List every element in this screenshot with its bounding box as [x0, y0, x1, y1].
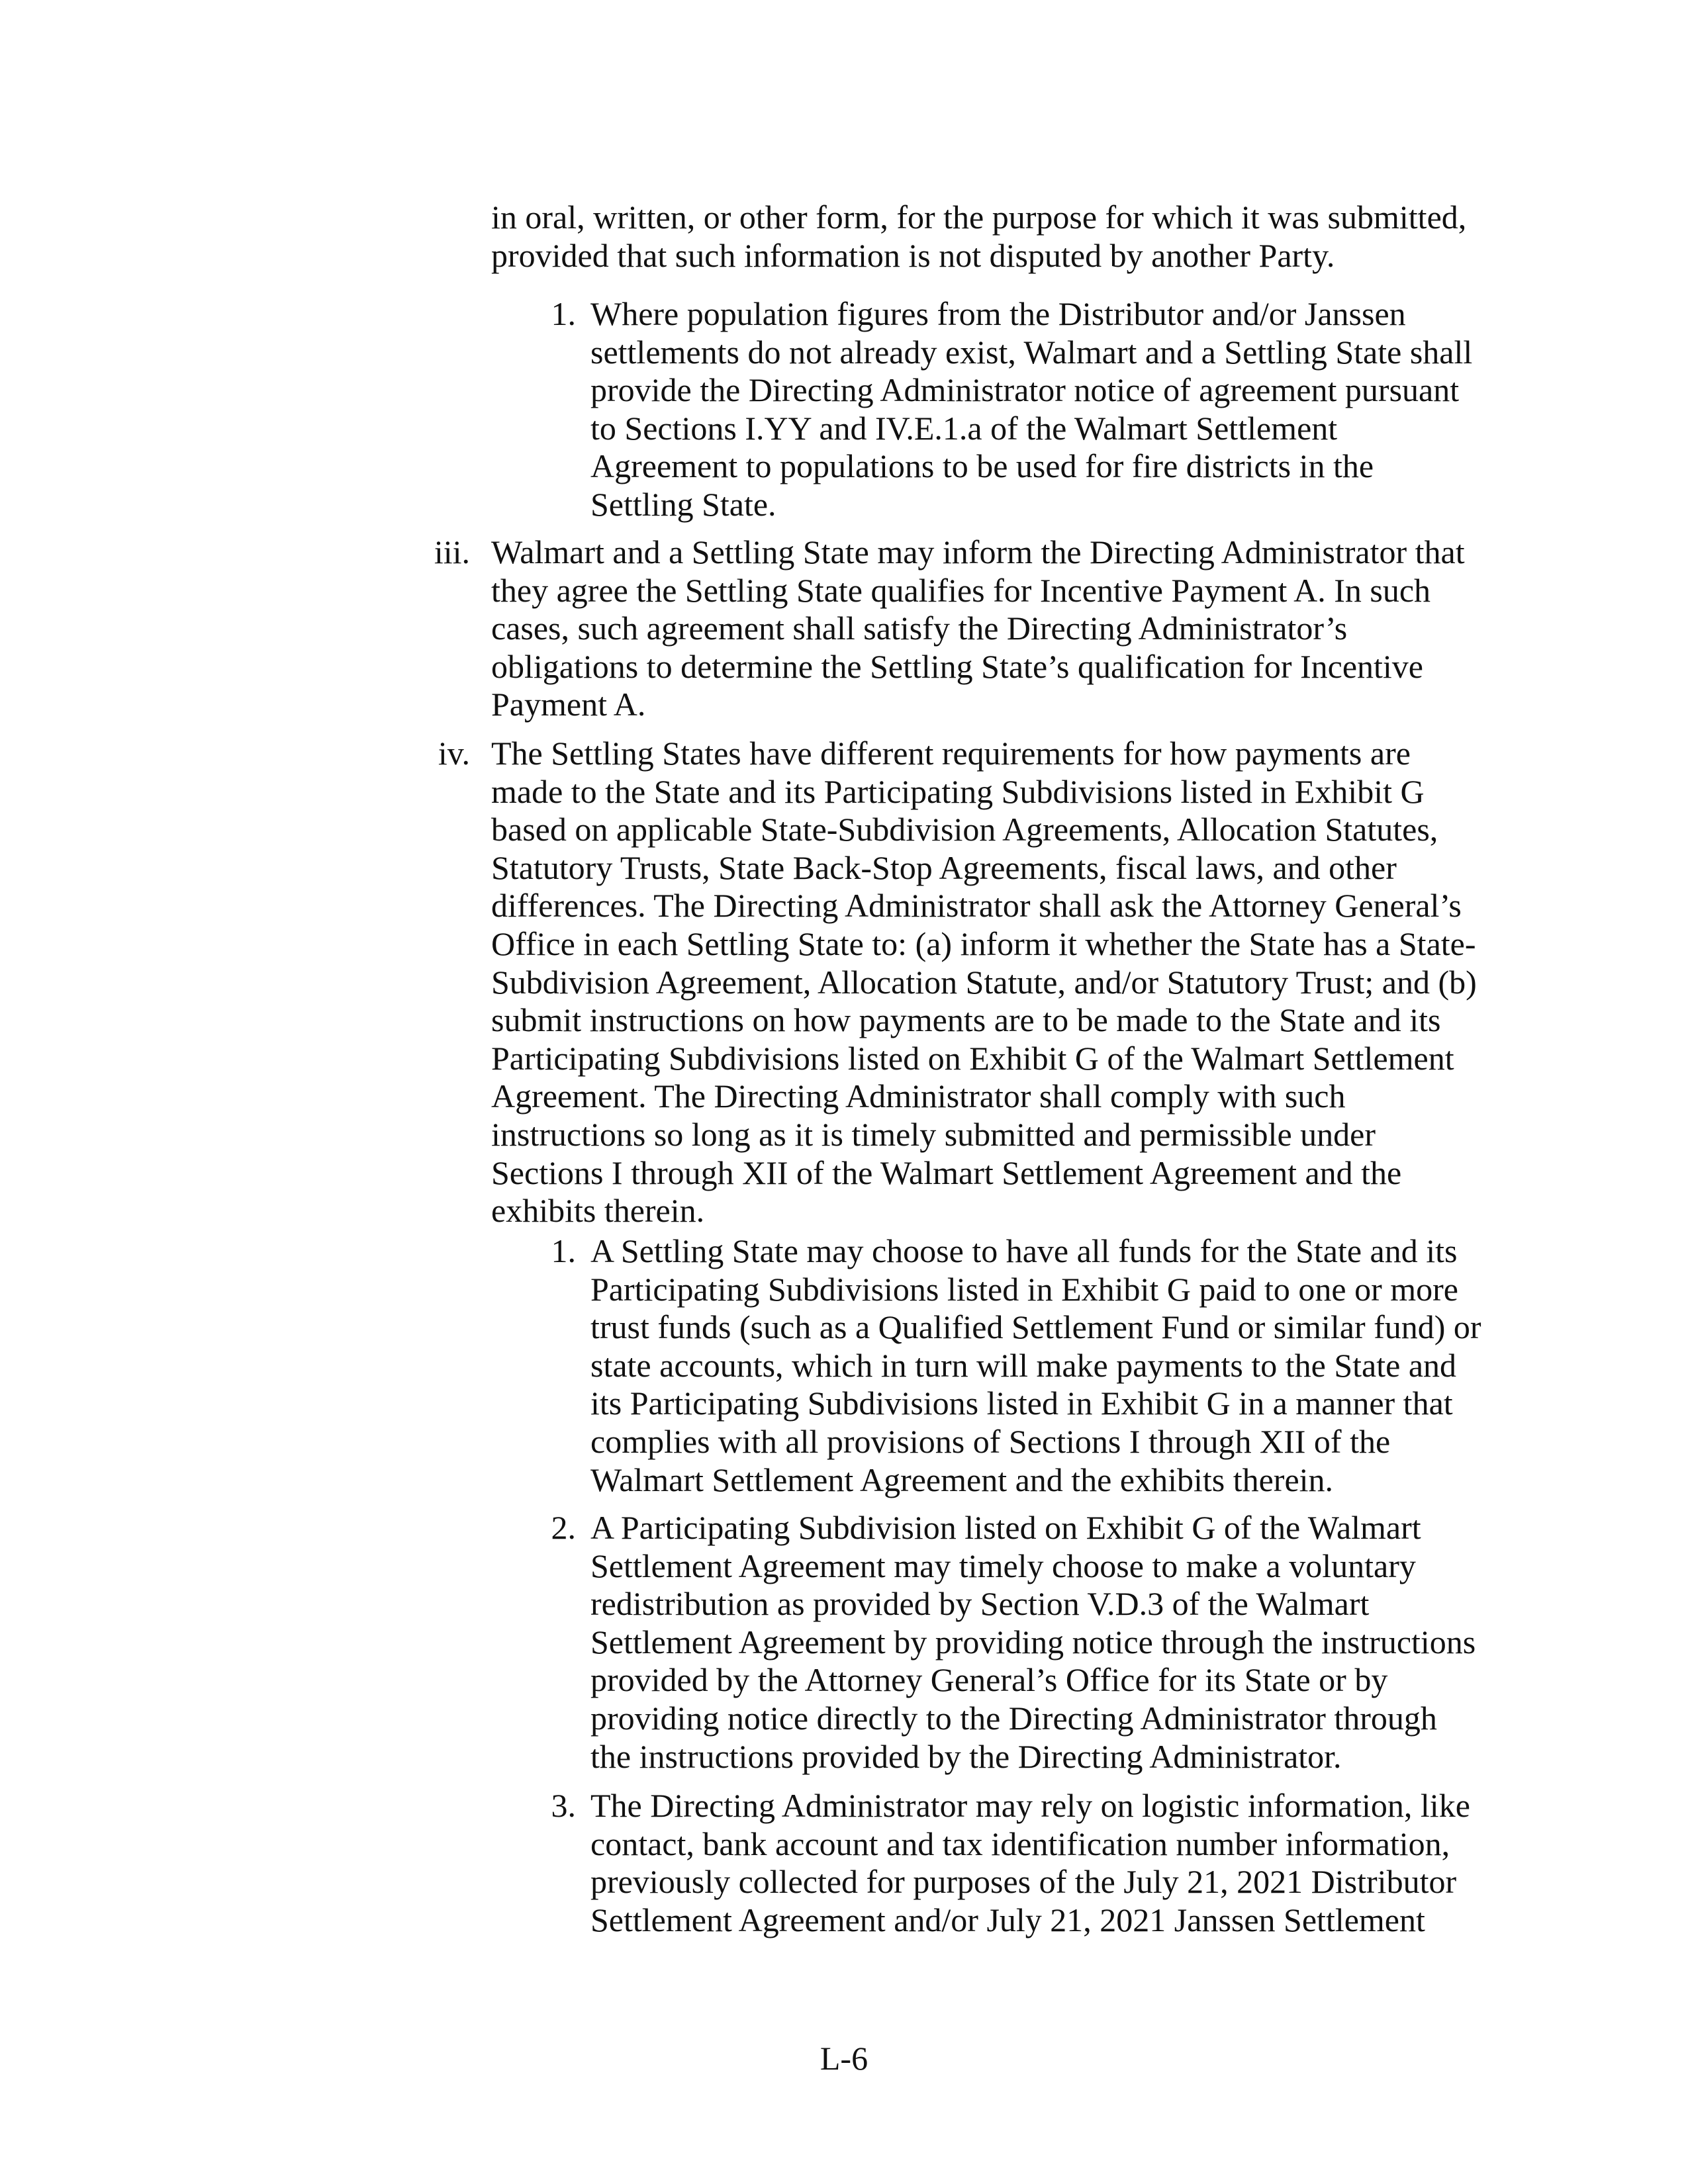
- list-marker: iv.: [438, 735, 470, 772]
- text-line: Participating Subdivisions listed on Exhibit G of the Walmart Settlement: [491, 1039, 1454, 1077]
- text-line: they agree the Settling State qualifies for Incentive Payment A. In such: [491, 571, 1431, 609]
- list-marker: 1.: [551, 295, 576, 332]
- page-number: L-6: [820, 2040, 868, 2077]
- text-line: Settlement Agreement by providing notice through the instructions: [590, 1623, 1476, 1661]
- text-line: Where population figures from the Distributor and/or Janssen: [590, 295, 1406, 332]
- list-item-text: [590, 295, 1472, 524]
- text-line: Settling State.: [590, 485, 776, 523]
- text-line: differences. The Directing Administrator shall ask the Attorney General’s: [491, 887, 1462, 925]
- text-line: Sections I through XII of the Walmart Settlement Agreement and the: [491, 1154, 1402, 1191]
- text-line: Participating Subdivisions listed in Exhibit G paid to one or more: [590, 1270, 1458, 1308]
- text-line: based on applicable State-Subdivision Agreements, Allocation Statutes,: [491, 811, 1438, 848]
- text-line: settlements do not already exist, Walmart and a Settling State shall: [590, 333, 1473, 371]
- text-line: The Settling States have different requirements for how payments are: [491, 735, 1411, 772]
- text-line: redistribution as provided by Section V.D.3 of the Walmart: [590, 1585, 1370, 1623]
- text-line: The Directing Administrator may rely on logistic information, like: [590, 1787, 1470, 1824]
- text-line: provided that such information is not disputed by another Party.: [491, 236, 1335, 274]
- text-line: previously collected for purposes of the July 21, 2021 Distributor: [590, 1863, 1457, 1901]
- text-line: exhibits therein.: [491, 1192, 705, 1230]
- text-line: trust funds (such as a Qualified Settlement Fund or similar fund) or: [590, 1308, 1481, 1346]
- text-line: Statutory Trusts, State Back-Stop Agreements, fiscal laws, and other: [491, 848, 1397, 886]
- list-marker: iii.: [434, 533, 470, 570]
- text-line: in oral, written, or other form, for the purpose for which it was submitted,: [491, 199, 1467, 236]
- text-line: to Sections I.YY and IV.E.1.a of the Walmart Settlement: [590, 409, 1338, 447]
- list-marker: 2.: [551, 1509, 576, 1546]
- text-line: Agreement to populations to be used for fire districts in the: [590, 447, 1374, 485]
- text-line: its Participating Subdivisions listed in Exhibit G in a manner that: [590, 1385, 1453, 1422]
- list-item-text: [590, 1787, 1470, 1939]
- text-line: cases, such agreement shall satisfy the Directing Administrator’s: [491, 610, 1348, 647]
- text-line: Agreement. The Directing Administrator shall comply with such: [491, 1077, 1346, 1115]
- text-line: submit instructions on how payments are to be made to the State and its: [491, 1001, 1441, 1039]
- list-marker: 1.: [551, 1232, 576, 1269]
- text-line: instructions so long as it is timely submitted and permissible under: [491, 1115, 1376, 1153]
- text-line: contact, bank account and tax identification number information,: [590, 1825, 1450, 1862]
- text-line: Subdivision Agreement, Allocation Statute, and/or Statutory Trust; and (b): [491, 963, 1477, 1001]
- list-item-text: [590, 1509, 1476, 1776]
- text-line: complies with all provisions of Sections I through XII of the: [590, 1422, 1391, 1460]
- text-line: the instructions provided by the Directing Administrator.: [590, 1737, 1342, 1775]
- list-item-text: [491, 735, 1477, 1230]
- text-line: provide the Directing Administrator notice of agreement pursuant: [590, 371, 1460, 409]
- text-line: Walmart and a Settling State may inform the Directing Administrator that: [491, 533, 1465, 570]
- text-line: provided by the Attorney General’s Office for its State or by: [590, 1661, 1388, 1699]
- text-line: made to the State and its Participating Subdivisions listed in Exhibit G: [491, 772, 1425, 810]
- text-line: Payment A.: [491, 686, 646, 723]
- text-line: state accounts, which in turn will make payments to the State and: [590, 1346, 1457, 1384]
- continuation-paragraph: [491, 199, 1466, 275]
- text-line: A Participating Subdivision listed on Exhibit G of the Walmart: [590, 1509, 1421, 1546]
- text-line: Settlement Agreement and/or July 21, 2021 Janssen Settlement: [590, 1901, 1425, 1938]
- text-line: Office in each Settling State to: (a) inform it whether the State has a State-: [491, 925, 1476, 962]
- list-item-text: [491, 533, 1465, 724]
- text-line: providing notice directly to the Directing Administrator through: [590, 1699, 1437, 1737]
- text-line: Settlement Agreement may timely choose to make a voluntary: [590, 1547, 1416, 1584]
- list-marker: 3.: [551, 1787, 576, 1824]
- text-line: obligations to determine the Settling State’s qualification for Incentive: [491, 647, 1423, 685]
- list-item-text: [590, 1232, 1481, 1499]
- text-line: A Settling State may choose to have all funds for the State and its: [590, 1232, 1458, 1269]
- text-line: Walmart Settlement Agreement and the exhibits therein.: [590, 1461, 1334, 1498]
